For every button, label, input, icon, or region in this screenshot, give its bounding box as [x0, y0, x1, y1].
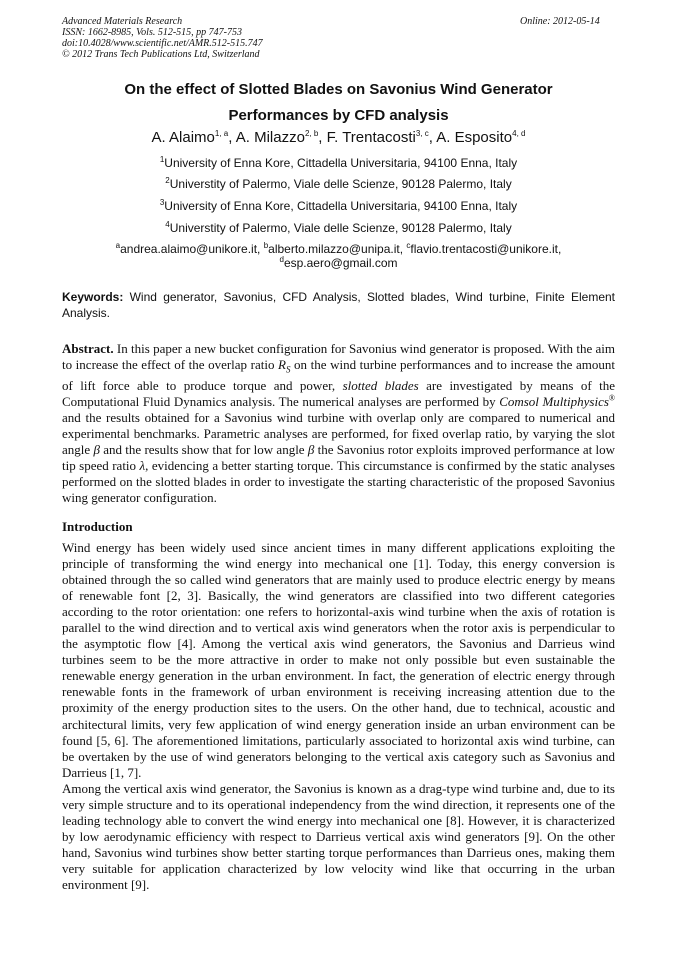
author-name: A. Esposito	[436, 129, 513, 146]
symbol-beta: β	[93, 442, 100, 458]
affiliation-text: University of Enna Kore, Cittadella Universitaria, 94100 Enna, Italy	[164, 199, 518, 213]
email-sup: b	[263, 241, 269, 250]
registered-mark: ®	[608, 393, 615, 403]
abstract-text: In this paper a new bucket configuration for Savonius wind generator is proposed. With the aim to increase the effect of the overlap ratio	[62, 341, 615, 373]
journal-header	[62, 16, 263, 60]
online-date: Online: 2012-05-14	[520, 16, 600, 27]
author-emails	[62, 242, 615, 270]
paper-title-line-1: On the effect of Slotted Blades on Savonius Wind Generator	[124, 81, 553, 98]
author-sup: 4, d	[512, 129, 526, 138]
intro-paragraph-1: Wind energy has been widely used since ancient times in many different applications exploiting the principle of transforming the wind energy into mechanical one [1]. Today, this energy conversion is obtained through the so called wind generators that are mainly used to produce electric energy by means of renewable font [2, 3]. Basically, the wind generators are classified into two different categories according to the rotor orientation: one refers to horizontal-axis wind turbine when the axis of rotation is parallel to the wind direction and to vertical axis wind generators when the rotor axis is perpendicular to the asymptotic flow [4]. Among the vertical axis wind generators, the Savonius and Darrieus wind turbines seem to be the more attractive in order to make not only possible but even sustainable the renewable energy generation in the urban environment. In fact, the generation of electric energy through renewable fonts in the framework of urban environment is receiving increasing attention due to the proximity of the energy production sites to the users. On the other hand, due to technical, acoustic and architectural limits, very few application of wind energy generation inside an urban environment can be found [5, 6]. The aforementioned limitations, particularly associated to horizontal axis wind turbine, can be overtaken by the use of wind generators belonging to the vertical axis category such as Savonius and Darrieus [1, 7].	[62, 540, 615, 780]
introduction-heading: Introduction	[62, 519, 133, 534]
affiliation-sup: 3	[159, 198, 165, 207]
email-sup: c	[406, 241, 411, 250]
symbol-rs: R	[278, 357, 286, 373]
author-sep: ,	[318, 129, 327, 146]
abstract-text: on the wind turbine performances and to increase the amount of lift force able to produce torque and power,	[62, 357, 616, 393]
symbol-rs-sub: S	[285, 364, 291, 375]
author-sep: ,	[228, 129, 236, 146]
email-link[interactable]: andrea.alaimo@unikore.it,	[120, 242, 264, 256]
keywords-label: Keywords:	[62, 290, 124, 304]
email-link[interactable]: alberto.milazzo@unipa.it,	[268, 242, 407, 256]
keywords-text: Wind generator, Savonius, CFD Analysis, Slotted blades, Wind turbine, Finite Element Analysis.	[62, 290, 615, 320]
introduction-body	[62, 540, 615, 893]
abstract-software: Comsol Multiphysics	[499, 393, 609, 409]
journal-name: Advanced Materials Research	[62, 16, 183, 27]
author-name: A. Milazzo	[235, 129, 305, 146]
affiliation-3	[62, 199, 615, 213]
author-sup: 3, c	[415, 129, 429, 138]
paper-title-line-2: Performances by CFD analysis	[228, 107, 449, 124]
email-sup: d	[279, 255, 284, 264]
journal-doi: doi:10.4028/www.scientific.net/AMR.512-515.747	[62, 38, 263, 49]
abstract-emphasis: slotted blades	[342, 377, 419, 393]
author-list	[62, 129, 615, 146]
author-sep: ,	[428, 129, 437, 146]
affiliation-sup: 1	[159, 155, 165, 164]
author-name: A. Alaimo	[151, 129, 215, 146]
author-sup: 2, b	[304, 129, 319, 138]
email-sup: a	[115, 241, 121, 250]
affiliation-text: Universtity of Palermo, Viale delle Scienze, 90128 Palermo, Italy	[169, 177, 512, 191]
affiliation-2	[62, 177, 615, 191]
abstract-text: , evidencing a better starting torque. This circumstance is confirmed by the static analyses performed on the slotted blades in order to investigate the starting characteristic of the proposed Savonius wing generator configuration.	[62, 458, 615, 506]
affiliation-sup: 4	[165, 220, 170, 229]
keywords	[62, 289, 615, 321]
symbol-beta: β	[307, 442, 315, 458]
abstract-text: and the results obtained for a Savonius wind turbine with overlap only are compared to numerical and experimental benchmarks. Parametric analyses are performed, for fixed overlap ratio, by varying the slot angle	[62, 409, 615, 458]
abstract-text: and the results show that for low angle	[99, 442, 308, 458]
journal-copyright: © 2012 Trans Tech Publications Ltd, Switzerland	[62, 49, 260, 60]
abstract-text: the Savonius rotor exploits improved performance at low tip speed ratio	[62, 442, 616, 474]
email-link[interactable]: esp.aero@gmail.com	[283, 256, 398, 270]
abstract	[62, 341, 615, 507]
abstract-text: are investigated by means of the Computational Fluid Dynamics analysis. The numerical analyses are performed by	[62, 377, 615, 409]
affiliation-sup: 2	[165, 176, 170, 185]
author-sup: 1, a	[214, 129, 229, 138]
symbol-lambda: λ	[139, 458, 146, 474]
abstract-label: Abstract.	[62, 341, 114, 356]
affiliation-text: University of Enna Kore, Cittadella Universitaria, 94100 Enna, Italy	[164, 156, 518, 170]
author-name: F. Trentacosti	[326, 129, 416, 146]
affiliation-text: Universtity of Palermo, Viale delle Scienze, 90128 Palermo, Italy	[169, 221, 512, 235]
affiliation-4	[62, 221, 615, 235]
email-link[interactable]: flavio.trentacosti@unikore.it,	[410, 242, 562, 256]
journal-issn: ISSN: 1662-8985, Vols. 512-515, pp 747-753	[62, 27, 242, 38]
affiliation-1	[62, 156, 615, 170]
intro-paragraph-2: Among the vertical axis wind generator, the Savonius is known as a drag-type wind turbine and, due to its very simple structure and to its operational independency from the wind direction, it represents one of the leading technology able to convert the wind energy into mechanical one [8]. However, it is characterized by low aerodynamic efficiency with respect to Darrieus vertical axis wind generators [9]. On the other hand, Savonius wind turbines show better starting torque performances than Darrieus ones, making them very suitable for application characterized by low velocity wind like that occurring in the urban environment [9].	[62, 780, 615, 892]
